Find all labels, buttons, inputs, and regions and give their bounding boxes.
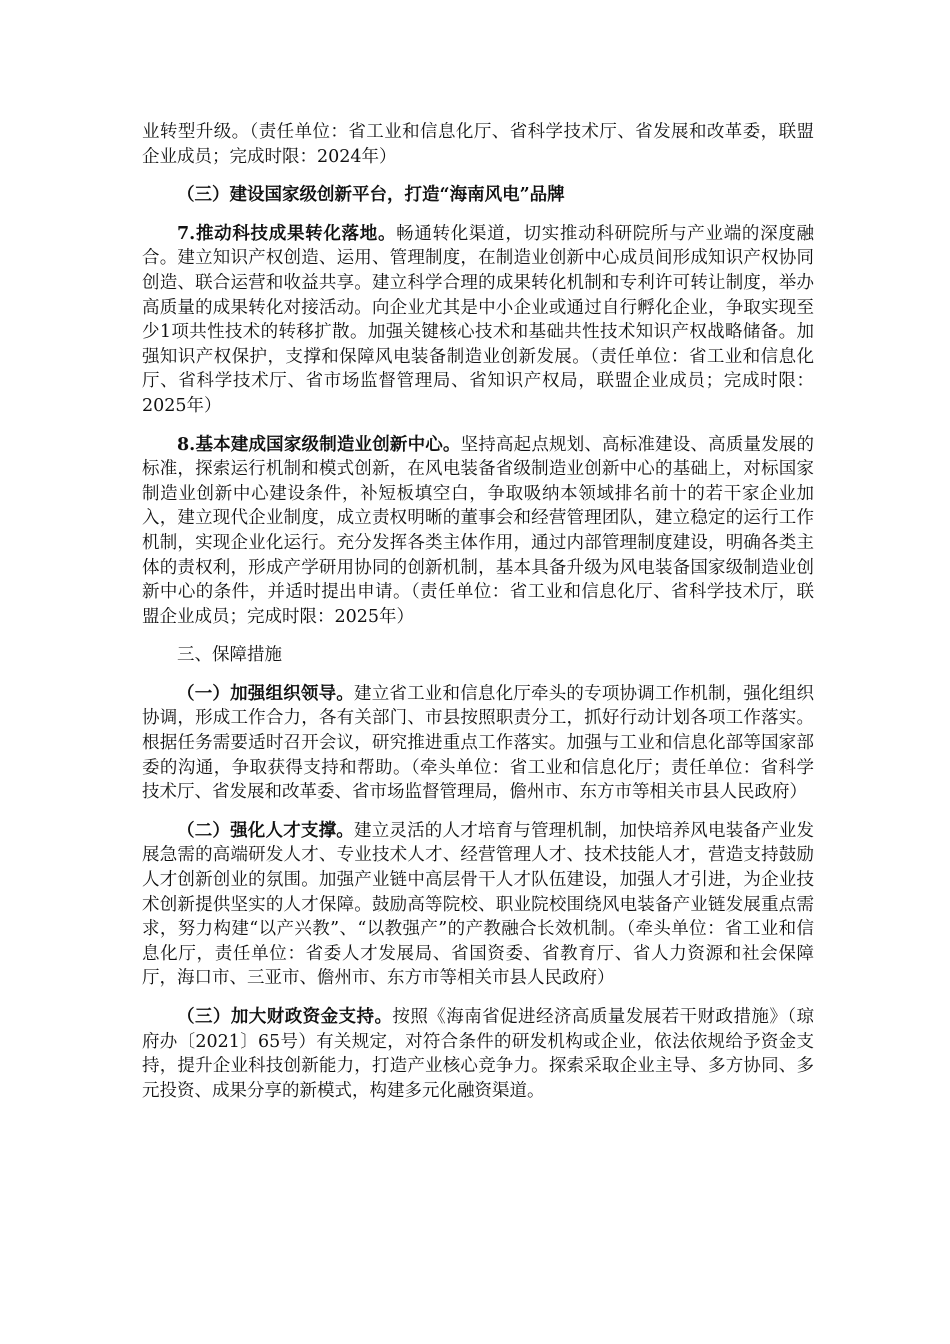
measure-2-body: 建立灵活的人才培育与管理机制，加快培养风电装备产业发展急需的高端研发人才、专业技术人才、经营管理人才、技术技能人才，营造支持鼓励人才创新创业的氛围。加强产业链中高层骨干人才队伍建设，加强人才引进，为企业技术创新提供坚实的人才保障。鼓励高等院校、职业院校围绕风电装备产业链发展重点需求，努力构建“以产兴教”、“以教强产”的产教融合长效机制。（牵头单位：省工业和信息化厅，责任单位：省委人才发展局、省国资委、省教育厅、省人力资源和社会保障厅，海口市、三亚市、儋州市、东方市等相关市县人民政府） [142, 820, 814, 989]
item-7-body: 畅通转化渠道，切实推动科研院所与产业端的深度融合。建立知识产权创造、运用、管理制度，在制造业创新中心成员间形成知识产权协同创造、联合运营和收益共享。建立科学合理的成果转化机制和专利许可转让制度，举办高质量的成果转化对接活动。向企业尤其是中小企业或通过自行孵化企业，争取实现至少1项共性技术的转移扩散。加强关键核心技术和基础共性技术知识产权战略储备。加强知识产权保护，支撑和保障风电装备制造业创新发展。（责任单位：省工业和信息化厅、省科学技术厅、省市场监督管理局、省知识产权局，联盟企业成员；完成时限：2025年） [142, 223, 814, 416]
item-8-lead: 8.基本建成国家级制造业创新中心。 [177, 434, 461, 455]
measure-3-body: 按照《海南省促进经济高质量发展若干财政措施》（琼府办〔2021〕65号）有关规定，对符合条件的研发机构或企业，依法依规给予资金支持，提升企业科技创新能力，打造产业核心竞争力。探索采取企业主导、多方协同、多元投资、成果分享的新模式，构建多元化融资渠道。 [142, 1007, 815, 1101]
paragraph-measure-3 [142, 1005, 814, 1103]
section-heading-3: 三、保障措施 [177, 645, 282, 666]
measure-2-lead: （二）强化人才支撑。 [177, 820, 354, 841]
paragraph-measure-1 [142, 682, 814, 805]
measure-1-body: 建立省工业和信息化厅牵头的专项协调工作机制，强化组织协调，形成工作合力，各有关部门、市县按照职责分工，抓好行动计划各项工作落实。根据任务需要适时召开会议，研究推进重点工作落实。加强与工业和信息化部等国家部委的沟通，争取获得支持和帮助。（牵头单位：省工业和信息化厅；责任单位：省科学技术厅、省发展和改革委、省市场监督管理局，儋州市、东方市等相关市县人民政府） [142, 683, 814, 803]
subsection-heading-3: （三）建设国家级创新平台，打造“海南风电”品牌 [177, 185, 565, 206]
paragraph-item-8 [142, 433, 814, 630]
item-7-lead: 7.推动科技成果转化落地。 [177, 223, 397, 244]
measure-3-lead: （三）加大财政资金支持。 [177, 1007, 393, 1027]
paragraph-measure-2 [142, 819, 814, 991]
paragraph-continuation: 业转型升级。（责任单位：省工业和信息化厅、省科学技术厅、省发展和改革委，联盟企业成员；完成时限：2024年） [142, 122, 814, 167]
document-page [142, 120, 814, 1117]
paragraph-item-7 [142, 222, 814, 419]
measure-1-lead: （一）加强组织领导。 [177, 683, 354, 704]
item-8-body: 坚持高起点规划、高标准建设、高质量发展的标准，探索运行机制和模式创新，在风电装备省级制造业创新中心的基础上，对标国家制造业创新中心建设条件，补短板填空白，争取吸纳本领域排名前十的若干家企业加入，建立现代企业制度，成立责权明晰的董事会和经营管理团队，建立稳定的运行工作机制，实现企业化运行。充分发挥各类主体作用，通过内部管理制度建设，明确各类主体的责权利，形成产学研用协同的创新机制，基本具备升级为风电装备国家级制造业创新中心的条件，并适时提出申请。（责任单位：省工业和信息化厅、省科学技术厅，联盟企业成员；完成时限：2025年） [142, 434, 814, 627]
